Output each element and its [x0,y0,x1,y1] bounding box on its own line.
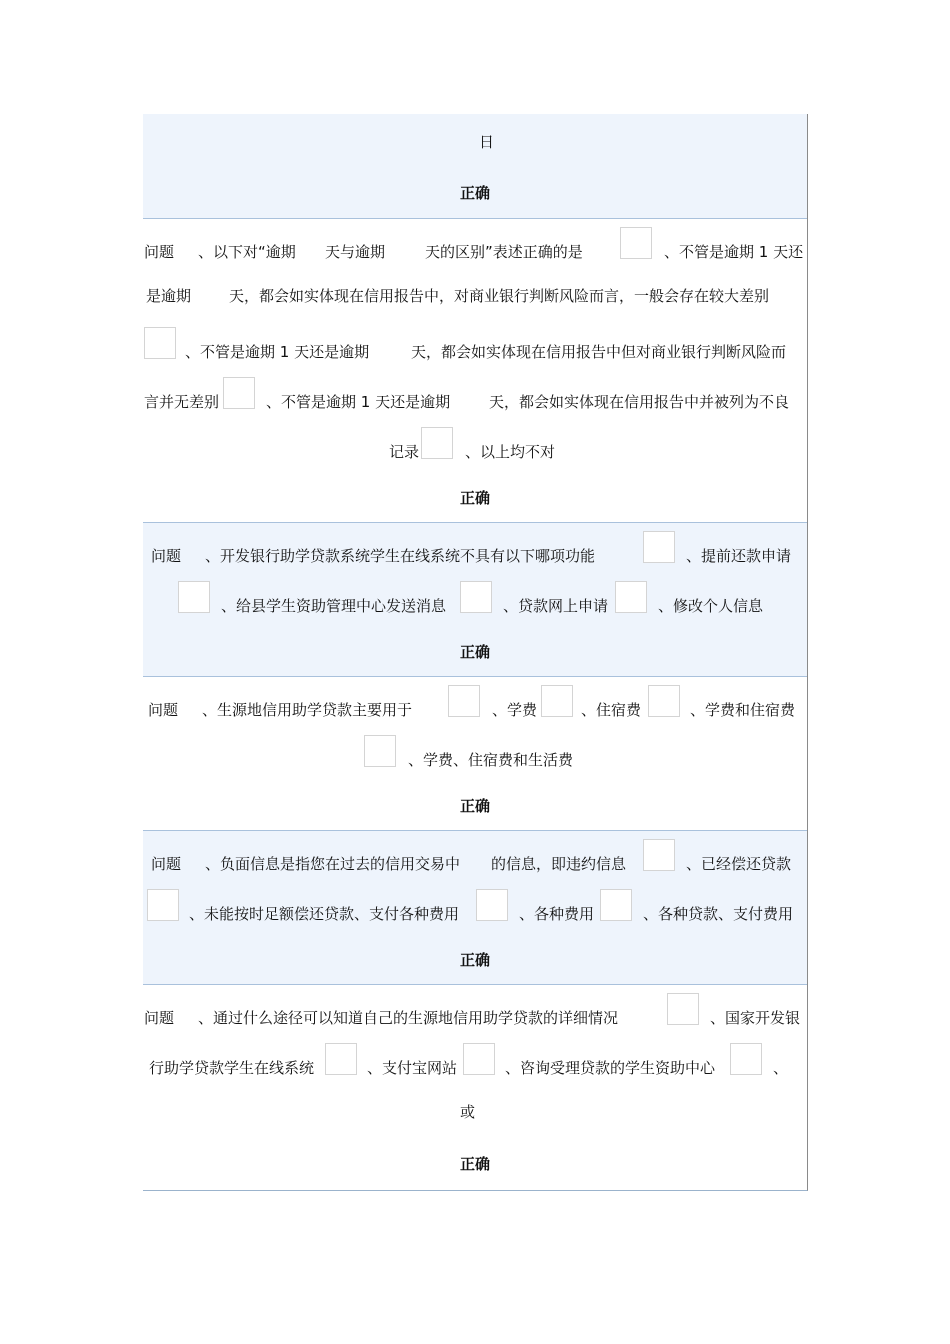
answer-option-box[interactable] [223,377,255,409]
question-block [143,676,807,830]
option-label: 、提前还款申请 [686,547,792,565]
option-label: 、以上均不对 [465,443,556,461]
question-text: 、通过什么途径可以知道自己的生源地信用助学贷款的详细情况 [198,1009,619,1027]
result-correct: 正确 [459,951,490,969]
option-label: 、学费、住宿费和生活费 [408,751,574,769]
option-label: 、未能按时足额偿还贷款、支付各种费用 [189,905,460,923]
question-text: 、以下对“逾期 [198,243,296,261]
option-label: 、贷款网上申请 [503,597,609,615]
result-correct: 正确 [459,489,490,507]
option-label: 或 [460,1103,476,1121]
answer-option-box[interactable] [421,427,453,459]
result-correct: 正确 [459,643,490,661]
answer-option-box[interactable] [325,1043,357,1075]
option-label: 、学费和住宿费 [690,701,796,719]
option-label: 、国家开发银 [710,1009,801,1027]
option-label: 、支付宝网站 [367,1059,458,1077]
answer-option-box[interactable] [460,581,492,613]
question-block [143,522,807,676]
question-block [143,984,807,1190]
answer-option-box[interactable] [648,685,680,717]
option-label: 、不管是逾期 1 天还是逾期 [185,343,370,361]
option-label: 、给县学生资助管理中心发送消息 [221,597,447,615]
answer-option-box[interactable] [448,685,480,717]
option-label: 、修改个人信息 [658,597,764,615]
question-text: 、生源地信用助学贷款主要用于 [202,701,413,719]
option-label: 、不管是逾期 1 天还 [664,243,804,261]
option-label: 、 [773,1059,789,1077]
question-text: 、负面信息是指您在过去的信用交易中 [205,855,461,873]
answer-option-box[interactable] [643,531,675,563]
option-label: 、不管是逾期 1 天还是逾期 [266,393,451,411]
answer-option-box[interactable] [144,327,176,359]
answer-option-box[interactable] [667,993,699,1025]
answer-option-box[interactable] [463,1043,495,1075]
question-text: 的信息，即违约信息 [491,855,627,873]
answer-option-box[interactable] [620,227,652,259]
option-label: 、已经偿还贷款 [686,855,792,873]
question-block [143,830,807,984]
option-label: 、住宿费 [581,701,642,719]
option-label: 天，都会如实体现在信用报告中并被列为不良 [489,393,790,411]
question-block [143,218,807,522]
result-correct: 正确 [459,1155,490,1173]
option-label: 、各种费用 [519,905,595,923]
question-text: 天的区别”表述正确的是 [425,243,583,261]
option-label: 、咨询受理贷款的学生资助中心 [505,1059,716,1077]
option-label: 、学费 [492,701,538,719]
question-number: 问题 [148,701,179,719]
option-label: 天，都会如实体现在信用报告中，对商业银行判断风险而言，一般会存在较大差别 [229,287,770,305]
question-text: 天与逾期 [325,243,386,261]
answer-option-box[interactable] [178,581,210,613]
question-number: 问题 [151,547,182,565]
question-number: 问题 [144,243,175,261]
question-block [143,114,807,218]
result-correct: 正确 [459,797,490,815]
answer-option-box[interactable] [476,889,508,921]
question-text: 、开发银行助学贷款系统学生在线系统不具有以下哪项功能 [205,547,596,565]
answer-option-box[interactable] [364,735,396,767]
answer-option-box[interactable] [541,685,573,717]
answer-option-box[interactable] [600,889,632,921]
answer-text: 日 [479,133,495,151]
result-correct: 正确 [459,184,490,202]
answer-option-box[interactable] [615,581,647,613]
quiz-results-panel [143,114,808,1191]
option-label: 是逾期 [146,287,192,305]
option-label: 、各种贷款、支付费用 [643,905,794,923]
answer-option-box[interactable] [730,1043,762,1075]
option-label: 天，都会如实体现在信用报告中但对商业银行判断风险而 [411,343,787,361]
option-label: 言并无差别 [144,393,220,411]
question-number: 问题 [144,1009,175,1027]
option-label: 记录 [389,443,420,461]
question-number: 问题 [151,855,182,873]
answer-option-box[interactable] [147,889,179,921]
option-label: 行助学贷款学生在线系统 [149,1059,315,1077]
answer-option-box[interactable] [643,839,675,871]
